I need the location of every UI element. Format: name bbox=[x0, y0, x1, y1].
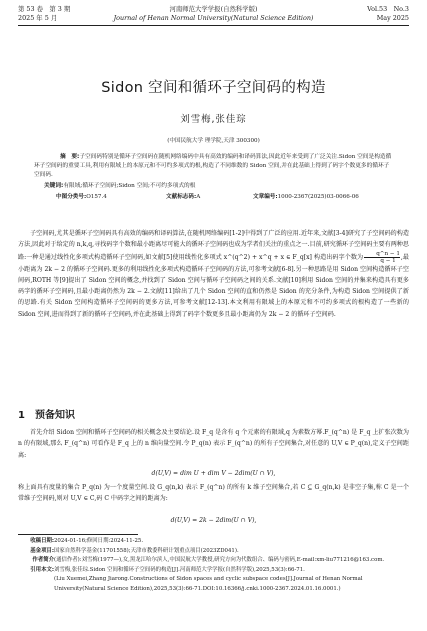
clc-label: 中图分类号: bbox=[56, 194, 87, 200]
intro-paragraph bbox=[18, 228, 409, 320]
abstract-label: 摘 要: bbox=[60, 154, 80, 160]
keywords-text: 有限域;循环子空间码;Sidon 空间;不可约多项式的根 bbox=[63, 183, 196, 189]
article-id-label: 文章编号: bbox=[253, 194, 278, 200]
footnote-cite bbox=[18, 566, 409, 576]
fraction-denominator: q − 1 bbox=[380, 257, 396, 264]
section-paragraph-2: 称上面具有度量的集合 P_q(n) 为一个度量空间.设 G_q(n,k) 表示 F_(q^n) 的所有 k 维子空间集合,若 C ⊆ G_q(n,k) 是非空子集,称 C 是一个常维子空间码,则对 U,V ∈ C,码 C 中码字之间的距离为: bbox=[18, 484, 409, 503]
header-volume-cn: 第 53 卷 第 3 期 bbox=[18, 5, 71, 13]
fund-value: 国家自然科学基金(11701558);天津市教委科研计划重点项目(2023ZD041). bbox=[54, 547, 239, 554]
header-date-en: May 2025 bbox=[376, 14, 409, 22]
formula-subspace-distance: d(U,V) = dim U + dim V − 2dim(U ∩ V), bbox=[151, 470, 276, 477]
header-date-cn: 2025 年 5 月 bbox=[18, 14, 58, 22]
keywords-label: 关键词: bbox=[44, 183, 64, 189]
footnote-fund bbox=[18, 547, 409, 557]
intro-text-part2: ,最小距离为 2k − 2 的循环子空间码.更多的利用线性化多项式构造循环子空间码的方法,可参考文献[6-8].另一种思路是用 Sidon 空间构造循环子空间码,ROTH 等[9]提出了 Sidon 空间的概念,并找到了 Sidon 空间与循环子空间码之间的关系.文献[10]利用 Sidon 空间的并集来构造具有更多码字的循环子空间码,且最小距离仍然为 2k − 2.文献[11]给出了几个 Sidon 空间的直和仍然是 Sidon 的充分条件,为构造 Sidon 空间提供了新的思路.有关 Sidon 空间构造循环子空间码的更多方法,可参考文献[12-13].本文利用有限域上的本原元和不可约多项式的根构造了一些新的 Sidon 空间,进而得到了新的循环子空间码,并在此基础上得到了码字个数更多且最小距离仍为 2k − 2 的循环子空间码. bbox=[18, 253, 409, 318]
clc-number bbox=[56, 193, 107, 202]
footnote-rule bbox=[18, 534, 138, 535]
received-label: 收稿日期: bbox=[30, 538, 54, 544]
doc-code-label: 文献标志码: bbox=[166, 194, 197, 200]
abstract bbox=[34, 153, 393, 180]
clc-value: O157.4 bbox=[86, 194, 107, 200]
header-rule bbox=[18, 25, 409, 26]
formula-code-distance: d(U,V) = 2k − 2dim(U ∩ V), bbox=[170, 517, 257, 524]
author-label: 作者简介 bbox=[32, 557, 54, 564]
fraction-numerator: q^n − 1 bbox=[364, 251, 400, 258]
article-id-value: 1000-2367(2025)03-0066-06 bbox=[277, 194, 359, 200]
section-paragraph-1: 首先介绍 Sidon 空间和循环子空间码的相关概念及主要结论.设 F_q 是含有 q 个元素的有限域,q 为素数方幂.F_(q^n) 是 F_q 上扩张次数为 n 的有限域,那么 F_(q^n) 可看作是 F_q 上的 n 维向量空间.令 P_q(n) 表示 F_(q^n) 的所有子空间集合,对任意的 U,V ∈ P_q(n),定义子空间距离: bbox=[18, 429, 409, 459]
header-journal-en: Journal of Henan Normal University(Natural Science Edition) bbox=[113, 14, 314, 22]
article-authors: 刘雪梅,张佳琮 bbox=[180, 114, 247, 125]
footnote-author bbox=[18, 556, 409, 566]
article-id bbox=[253, 193, 359, 202]
article-affiliation: (中国民航大学 理学院,天津 300300) bbox=[167, 138, 260, 144]
footnotes bbox=[18, 537, 409, 595]
abstract-text: 子空间码特别是循环子空间码在随机网络编码中具有高效的编码和译码算法,因此近年来受到了广泛关注.Sidon 空间是构造循环子空间码的重要工具,利用有限域上的本原元和不可约多项式的根,构造了不同维数的 Sidon 空间,并在此基础上得到了码字个数更多的循环子空间码. bbox=[34, 154, 392, 178]
doc-code-value: A bbox=[196, 194, 201, 200]
intro-text-part1: 子空间码,尤其是循环子空间码具有高效的编码和译码算法,在随机网络编码[1-2]中得到了广泛的应用.近年来,文献[3-4]研究了子空间码的构造方法,因此对于给定的 n,k,q,寻找码字个数和最小距离尽可能大的循环子空间码也成为学者们关注的重点之一.目前,研究循环子空间码主要有两种思路:一种是通过线性化多项式构造循环子空间码,如文献[5]使用线性化多项式 x^(q^2) + x^q + x ∈ F_q[x] 构造出码字个数为 bbox=[18, 230, 409, 261]
document-code bbox=[166, 193, 200, 202]
footnote-cite-en: (Liu Xuemei,Zhang Jiarong.Constructions of Sidon spaces and cyclic subspace codes[J].Journal of Henan Normal University(Natural Science Edition),2025,53(3):66-71.DOI:10.16366/j.cnki.1000-2367.2024.01.16.0001.) bbox=[54, 576, 363, 592]
cite-cn: 刘雪梅,张佳琮.Sidon 空间和循环子空间码的构造[J].河南师范大学学报(自然科学版),2025,53(3):66-71. bbox=[54, 566, 305, 573]
keywords bbox=[34, 182, 393, 191]
fraction bbox=[364, 251, 400, 264]
cite-label: 引用本文: bbox=[30, 566, 54, 573]
header-volume-en: Vol.53 No.3 bbox=[367, 5, 409, 13]
section-heading: 1 预备知识 bbox=[18, 410, 75, 421]
fund-label: 基金项目: bbox=[30, 547, 54, 554]
header-journal-cn: 河南师范大学学报(自然科学版) bbox=[169, 5, 258, 13]
received-value: 2024-01-16;修回日期:2024-11-25. bbox=[54, 538, 144, 544]
article-title: Sidon 空间和循环子空间码的构造 bbox=[101, 80, 326, 96]
footnote-received bbox=[18, 537, 409, 547]
author-value: (通信作者):刘雪梅(1977—),女,黑龙江哈尔滨人,中国民航大学教授,研究方向为代数组合、编码与密码,E-mail:xm-liu771216@163.com. bbox=[54, 557, 385, 564]
